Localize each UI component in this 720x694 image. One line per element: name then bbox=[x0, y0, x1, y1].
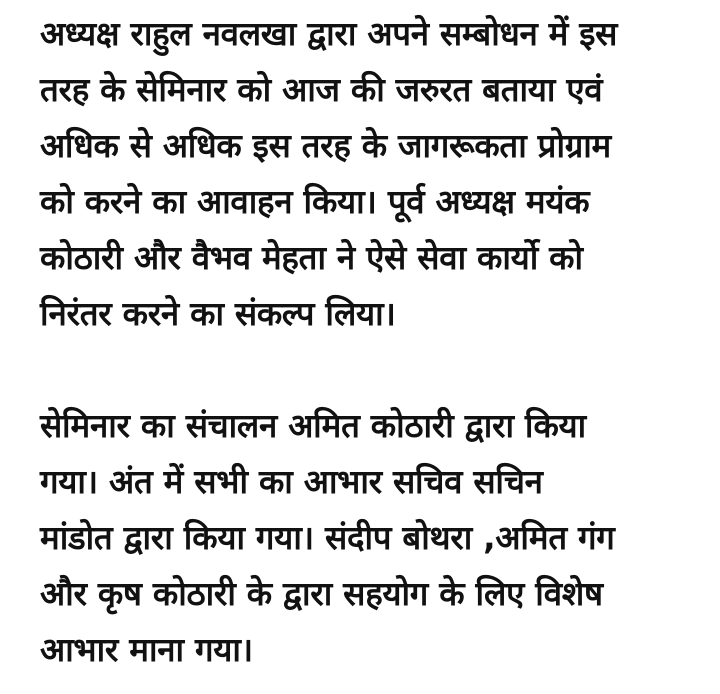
text-line: मांडोत द्वारा किया गया। संदीप बोथरा ,अमित गंग bbox=[40, 518, 615, 557]
paragraph-1 bbox=[40, 6, 710, 342]
text-line: अधिक से अधिक इस तरह के जागरूकता प्रोग्राम bbox=[40, 126, 611, 165]
text-line: गया। अंत में सभी का आभार सचिव सचिन bbox=[40, 462, 543, 501]
article-body bbox=[40, 6, 710, 678]
text-line: आभार माना गया। bbox=[40, 630, 253, 669]
paragraph-spacer bbox=[40, 342, 710, 398]
text-line: कोठारी और वैभव मेहता ने ऐसे सेवा कार्यो को bbox=[40, 238, 583, 277]
text-line: अध्यक्ष राहुल नवलखा द्वारा अपने सम्बोधन में इस bbox=[40, 14, 618, 53]
text-line: को करने का आवाहन किया। पूर्व अध्यक्ष मयंक bbox=[40, 182, 590, 221]
text-line: सेमिनार का संचालन अमित कोठारी द्वारा किया bbox=[40, 406, 586, 445]
paragraph-2 bbox=[40, 398, 710, 678]
text-line: और कृष कोठारी के द्वारा सहयोग के लिए विशेष bbox=[40, 574, 603, 613]
text-line: निरंतर करने का संकल्प लिया। bbox=[40, 294, 396, 333]
text-line: तरह के सेमिनार को आज की जरुरत बताया एवं bbox=[40, 70, 603, 109]
